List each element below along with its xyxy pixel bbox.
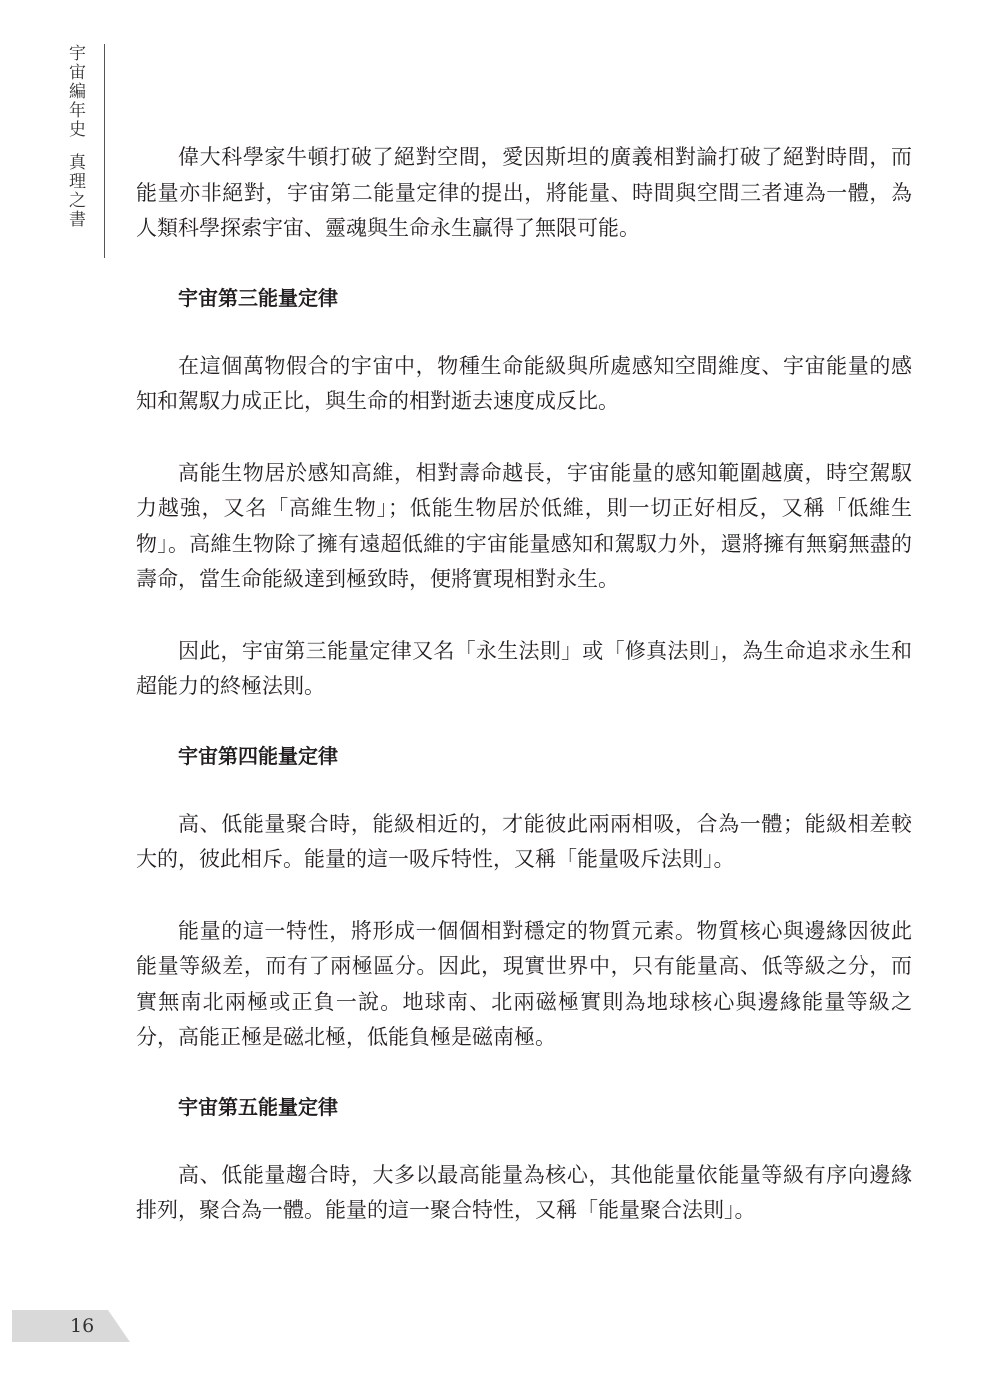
paragraph: 偉大科學家牛頓打破了絕對空間，愛因斯坦的廣義相對論打破了絕對時間，而能量亦非絕對，宇宙第二能量定律的提出，將能量、時間與空間三者連為一體，為人類科學探索宇宙、靈魂與生命永生贏得了無限可能。 <box>136 145 912 240</box>
header-divider <box>104 44 105 258</box>
paragraph: 高能生物居於感知高維，相對壽命越長，宇宙能量的感知範圍越廣，時空駕馭力越強，又名「高維生物」；低能生物居於低維，則一切正好相反，又稱「低維生物」。高維生物除了擁有遠超低維的宇宙能量感知和駕馭力外，還將擁有無窮無盡的壽命，當生命能級達到極致時，便將實現相對永生。 <box>136 460 912 591</box>
section-heading: 宇宙第四能量定律 <box>178 743 338 768</box>
running-header <box>62 44 88 254</box>
section-heading: 宇宙第三能量定律 <box>178 285 338 310</box>
running-header-book-title: 宇宙編年史 <box>65 44 85 139</box>
paragraph: 高、低能量趨合時，大多以最高能量為核心，其他能量依能量等級有序向邊緣排列，聚合為一體。能量的這一聚合特性，又稱「能量聚合法則」。 <box>136 1162 912 1222</box>
page-body <box>136 140 912 1265</box>
paragraph: 在這個萬物假合的宇宙中，物種生命能級與所處感知空間維度、宇宙能量的感知和駕馭力成正比，與生命的相對逝去速度成反比。 <box>136 353 912 413</box>
section-heading: 宇宙第五能量定律 <box>178 1094 338 1119</box>
running-header-section-title: 真理之書 <box>65 153 85 229</box>
page-number-tab <box>12 1310 130 1342</box>
page-number: 16 <box>70 1315 95 1337</box>
paragraph: 高、低能量聚合時，能級相近的，才能彼此兩兩相吸，合為一體；能級相差較大的，彼此相斥。能量的這一吸斥特性，又稱「能量吸斥法則」。 <box>136 811 912 871</box>
paragraph: 能量的這一特性，將形成一個個相對穩定的物質元素。物質核心與邊緣因彼此能量等級差，而有了兩極區分。因此，現實世界中，只有能量高、低等級之分，而實無南北兩極或正負一說。地球南、北兩磁極實則為地球核心與邊緣能量等級之分，高能正極是磁北極，低能負極是磁南極。 <box>136 918 912 1049</box>
paragraph: 因此，宇宙第三能量定律又名「永生法則」或「修真法則」，為生命追求永生和超能力的終極法則。 <box>136 638 912 698</box>
